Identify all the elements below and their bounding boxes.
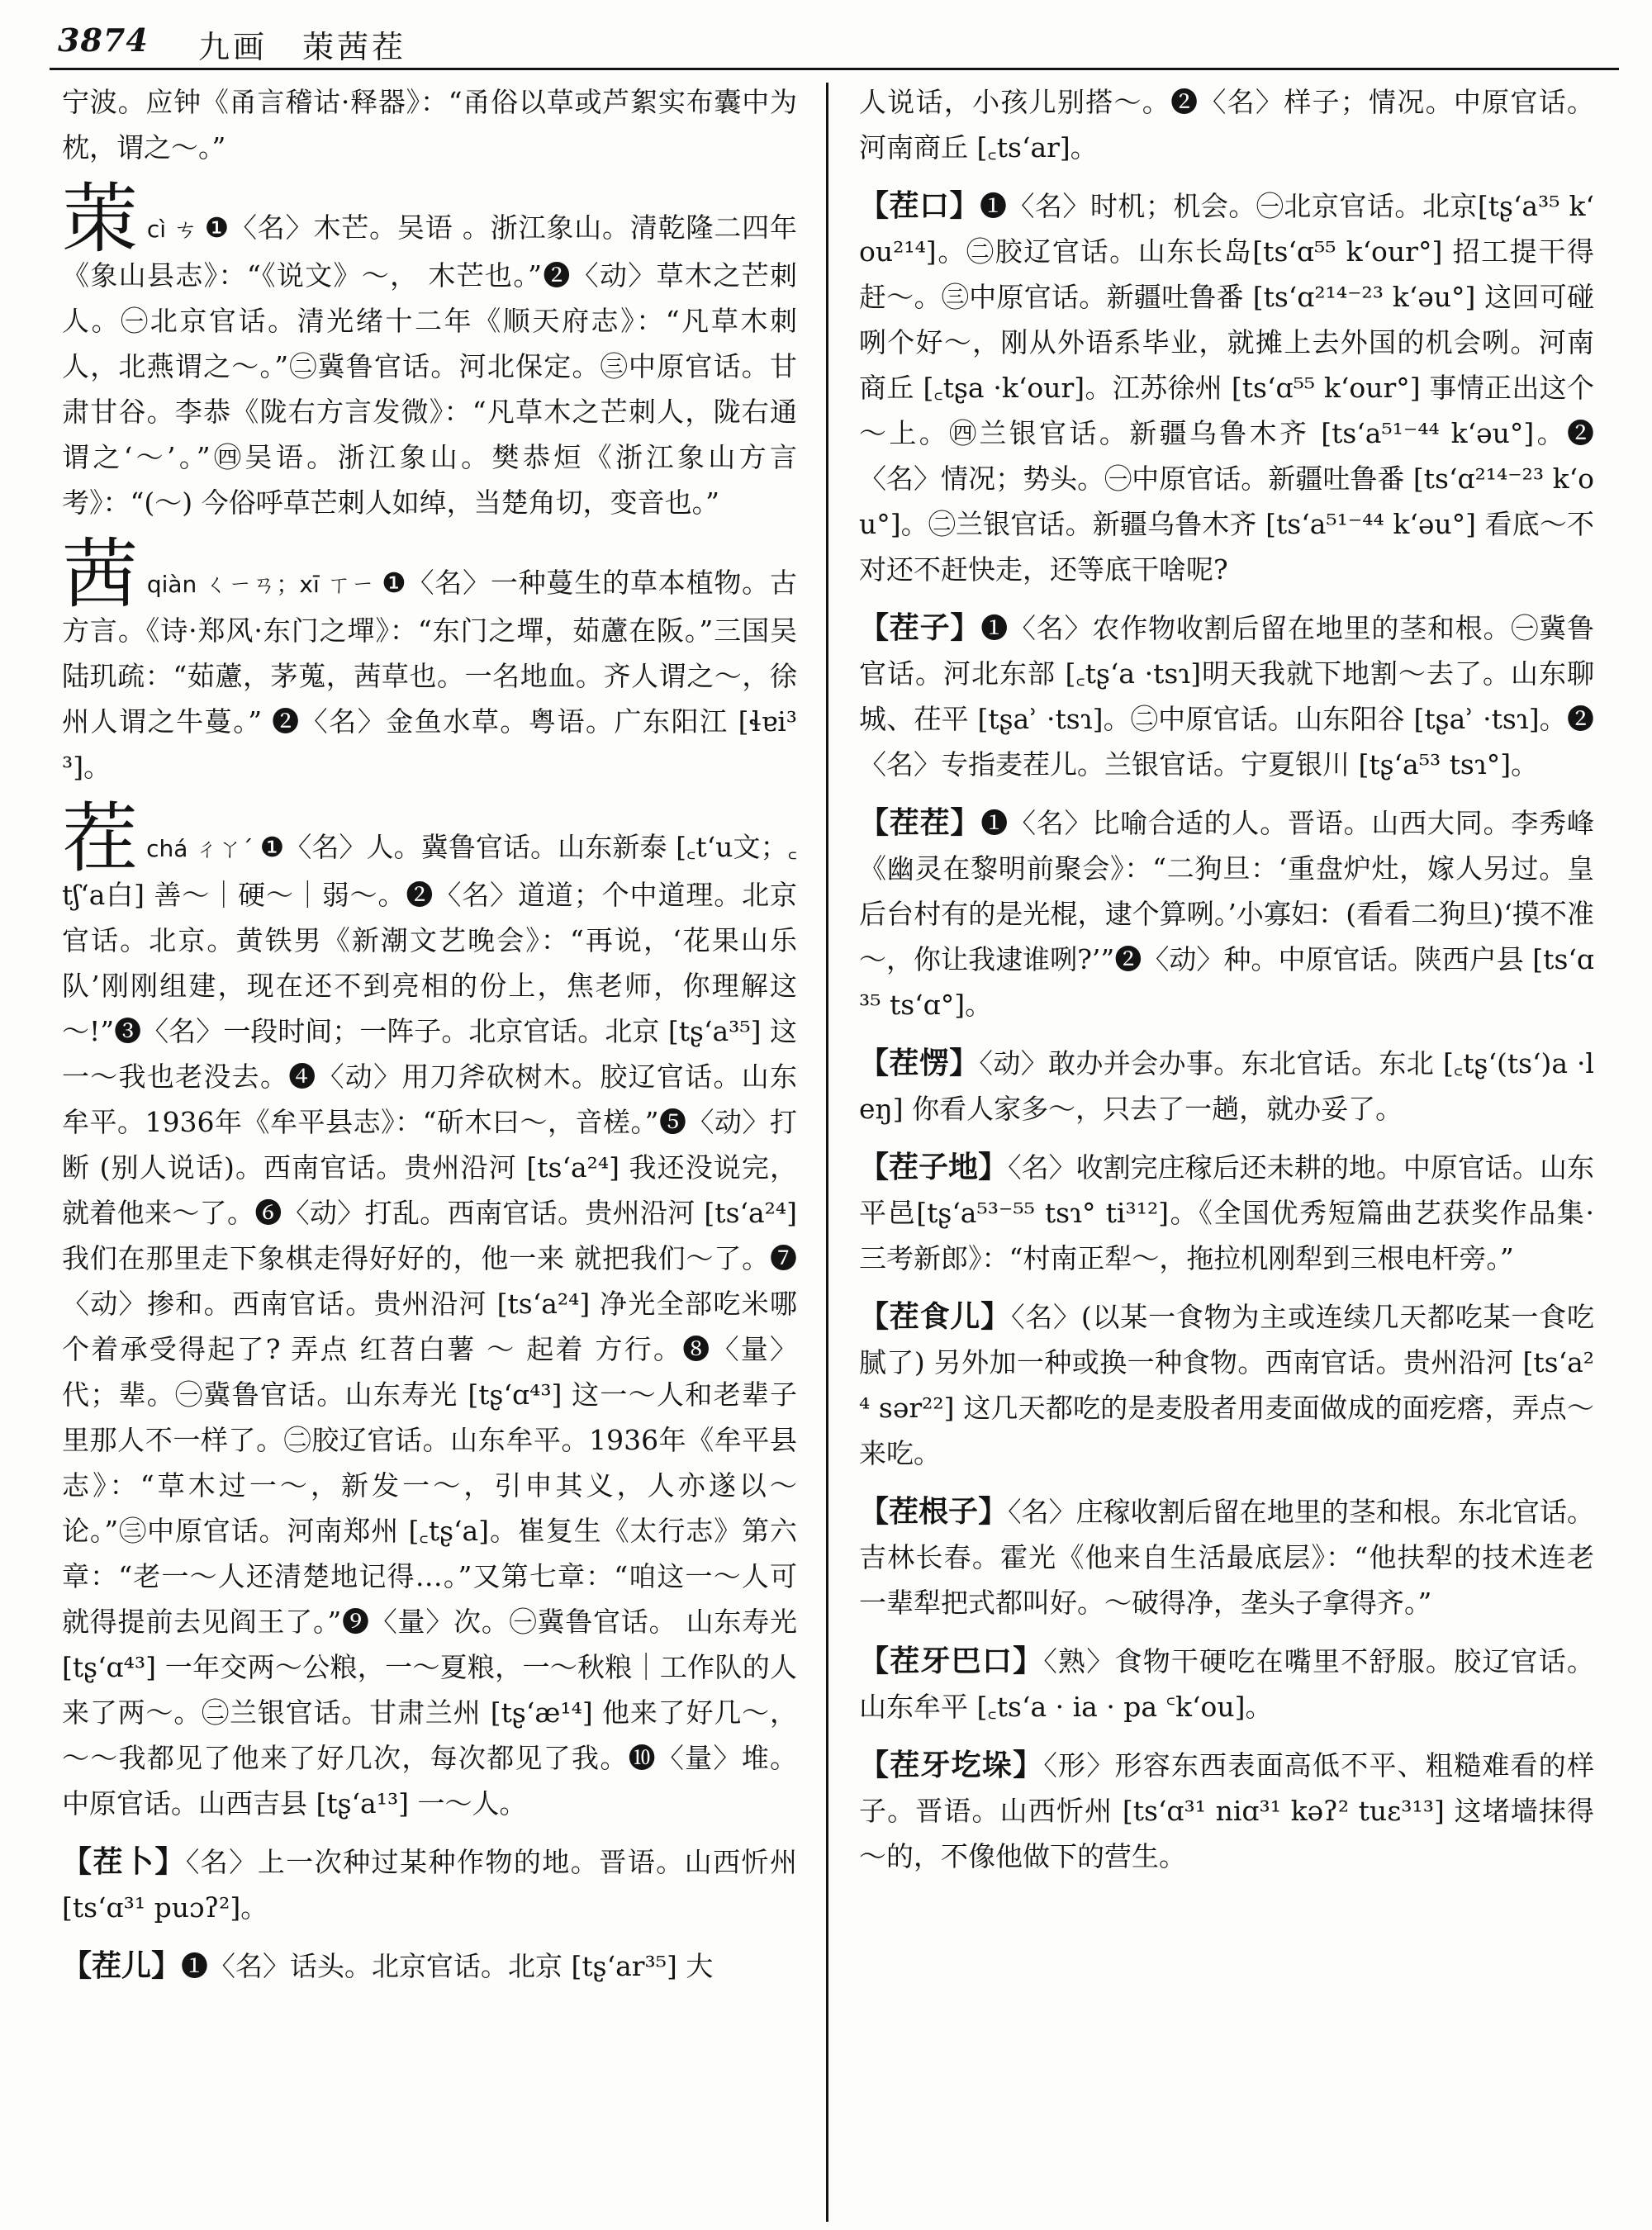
- page-number: 3874: [58, 21, 149, 59]
- pinyin: qiàn ㄑㄧㄢ；xī ㄒㄧ: [146, 571, 376, 598]
- sub-entry-head: 【茬儿】: [62, 1948, 182, 1983]
- page-header: [50, 15, 1619, 66]
- sub-entry: [859, 1489, 1594, 1625]
- sub-entry: [859, 1639, 1594, 1729]
- sub-entry-text: 〈名〉(以某一食物为主或连续几天都吃某一食吃腻了) 另外加一种或换一种食物。西南官话。贵州沿河 [tsʻa²⁴ sər²²] 这几天都吃的是麦股者用麦面做成的面疙瘩，弄点～来吃。: [859, 1301, 1594, 1469]
- sub-entry: [859, 183, 1594, 592]
- sub-entry-text: 〈名〉收割完庄稼后还未耕的地。中原官话。山东平邑[tʂʻa⁵³⁻⁵⁵ tsɿ° ti³¹²]。《全国优秀短篇曲艺获奖作品集·三考新郎》：“村南正犁～，拖拉机刚犁到三根电杆旁。”: [859, 1151, 1594, 1274]
- sub-entry-head: 【茬茬】: [859, 805, 981, 840]
- entry-text: ❶〈名〉一种蔓生的草本植物。古方言。《诗·郑风·东门之墠》：“东门之墠，茹藘在阪。”三国吴陆玑疏：“茹藘，茅蒐，茜草也。一名地血。齐人谓之～，徐州人谓之牛蔓。” ❷〈名〉金鱼水草。粤语。广东阳江 [ɬɐi³³]。: [62, 567, 797, 783]
- column-divider: [826, 83, 828, 2222]
- running-title: 九画 茦茜茬: [198, 29, 407, 65]
- sub-entry-head: 【茬根子】: [859, 1494, 1009, 1529]
- sub-entry: [859, 800, 1594, 1027]
- right-column: [859, 79, 1594, 2218]
- sub-entry: [859, 1041, 1594, 1132]
- headword-char: 茬: [62, 795, 139, 883]
- sub-entry: [62, 1839, 797, 1930]
- sub-entry-head: 【茬子地】: [859, 1150, 1009, 1184]
- sub-entry-text: 〈名〉庄稼收割后留在地里的茎和根。东北官话。吉林长春。霍光《他来自生活最底层》：“他扶犁的技术连老一辈犁把式都叫好。～破得净，垄头子拿得齐。”: [859, 1496, 1594, 1619]
- sub-entry-head: 【茬子】: [859, 610, 981, 645]
- continued-paragraph: 宁波。应钟《甬言稽诂·释器》：“甬俗以草或芦絮实布囊中为枕，谓之～。”: [62, 86, 797, 164]
- sub-entry-text: 〈形〉形容东西表面高低不平、粗糙难看的样子。晋语。山西忻州 [tsʻɑ³¹ niɑ³¹ kəʔ² tuɛ³¹³] 这堵墙抹得～的，不像他做下的营生。: [859, 1749, 1594, 1872]
- sub-entry: [859, 605, 1594, 787]
- headword-char: 茜: [62, 530, 139, 619]
- sub-entry-head: 【茬牙圪垛】: [859, 1748, 1044, 1782]
- sub-entry-head: 【茬卜】: [62, 1844, 186, 1879]
- sub-entry-text: 〈动〉敢办并会办事。东北官话。东北 [꜀tʂʻ(tsʻ)a ·leŋ] 你看人家多～，只去了一趟，就办妥了。: [859, 1047, 1594, 1125]
- entry-qian: [62, 530, 797, 790]
- sub-entry-text: ❶〈名〉农作物收割后留在地里的茎和根。㊀冀鲁官话。河北东部 [꜀tʂʻa ·tsɿ]明天我就下地割～去了。山东聊城、茌平 [tʂaʾ ·tsɿ]。㊁中原官话。山东阳谷 [tʂaʾ ·tsɿ]。❷〈名〉专指麦茬儿。兰银官话。宁夏银川 [tʂʻa⁵³ tsɿ°]。: [859, 612, 1594, 780]
- sub-entry: [859, 1743, 1594, 1879]
- sub-entry-text: ❶〈名〉比喻合适的人。晋语。山西大同。李秀峰《幽灵在黎明前聚会》：“二狗旦：‘重盘炉灶，嫁人另过。皇后台村有的是光棍，逮个算咧。’小寡妇：(看看二狗旦)‘摸不准～，你让我逮谁咧?’”❷〈动〉种。中原官话。陕西户县 [tsʻɑ³⁵ tsʻɑ°]。: [859, 807, 1594, 1021]
- sub-entry-head: 【茬食儿】: [859, 1299, 1011, 1334]
- headword-char: 茦: [62, 175, 139, 263]
- sub-entry: [62, 1943, 797, 1989]
- left-column: [62, 79, 797, 2218]
- sub-entry-text: 〈名〉上一次种过某种作物的地。晋语。山西忻州 [tsʻɑ³¹ puɔʔ²]。: [62, 1846, 797, 1924]
- sub-entry-head: 【茬牙巴口】: [859, 1644, 1044, 1678]
- sub-entry: [859, 1294, 1594, 1476]
- pinyin: chá ㄔㄚˊ: [146, 835, 254, 862]
- sub-entry: [859, 1145, 1594, 1281]
- continued-paragraph: 人说话，小孩儿别搭～。❷〈名〉样子；情况。中原官话。河南商丘 [꜀tsʻar]。: [859, 86, 1594, 164]
- sub-entry-text: 〈熟〉食物干硬吃在嘴里不舒服。胶辽官话。山东牟平 [꜀tsʻa · ia · pa ꜂kʻou]。: [859, 1645, 1594, 1723]
- header-rule: [50, 68, 1619, 70]
- entry-text: ❶〈名〉人。冀鲁官话。山东新泰 [꜀tʻu文；꜀tʃʻa白] 善～｜硬～｜弱～。❷〈名〉道道；个中道理。北京官话。北京。黄铁男《新潮文艺晚会》：“再说，‘花果山乐队’刚刚组建，现在还不到亮相的份上，焦老师，你理解这～!”❸〈名〉一段时间；一阵子。北京官话。北京 [tʂʻa³⁵] 这一～我也老没去。❹〈动〉用刀斧砍树木。胶辽官话。山东牟平。1936年《牟平县志》：“斫木曰～，音槎。”❺〈动〉打断 (别人说话)。西南官话。贵州沿河 [tsʻa²⁴] 我还没说完，就着他来～了。❻〈动〉打乱。西南官话。贵州沿河 [tsʻa²⁴] 我们在那里走下象棋走得好好的，他一来 就把我们～了。❼〈动〉掺和。西南官话。贵州沿河 [tsʻa²⁴] 净光全部吃米哪个着承受得起了? 弄点 红苕白薯 ～ 起着 方行。❽〈量〉代；辈。㊀冀鲁官话。山东寿光 [tʂʻɑ⁴³] 这一～人和老辈子里那人不一样了。㊁胶辽官话。山东牟平。1936年《牟平县志》：“草木过一～，新发一～，引申其义，人亦遂以～论。”㊂中原官话。河南郑州 [꜀tʂʻa]。崔复生《太行志》第六章：“老一～人还清楚地记得…。”又第七章：“咱这一～人可就得提前去见阎王了。”❾〈量〉次。㊀冀鲁官话。 山东寿光 [tʂʻɑ⁴³] 一年交两～公粮，一～夏粮，一～秋粮｜工作队的人来了两～。㊁兰银官话。甘肃兰州 [tʂʻæ¹⁴] 他来了好几～，～～我都见了他来了好几次，每次都见了我。❿〈量〉堆。中原官话。山西吉县 [tʂʻa¹³] 一～人。: [62, 831, 797, 1820]
- entry-cha: [62, 795, 797, 1826]
- pinyin: cì ㄘ: [146, 216, 198, 243]
- sub-entry-head: 【茬愣】: [859, 1046, 980, 1080]
- sub-entry-head: 【茬口】: [859, 188, 980, 223]
- sub-entry-text: ❶〈名〉话头。北京官话。北京 [tʂʻar³⁵] 大: [181, 1950, 714, 1982]
- entry-cui: [62, 175, 797, 525]
- sub-entry-text: ❶〈名〉时机；机会。㊀北京官话。北京[tʂʻa³⁵ kʻou²¹⁴]。㊁胶辽官话。山东长岛[tsʻɑ⁵⁵ kʻour°] 招工提干得赶～。㊂中原官话。新疆吐鲁番 [tsʻɑ²¹⁴⁻²³ kʻəu°] 这回可碰咧个好～，刚从外语系毕业，就摊上去外国的机会咧。河南商丘 [꜀tʂa ·kʻour]。江苏徐州 [tsʻɑ⁵⁵ kʻour°] 事情正出这个～上。㊃兰银官话。新疆乌鲁木齐 [tsʻa⁵¹⁻⁴⁴ kʻəu°]。❷〈名〉情况；势头。㊀中原官话。新疆吐鲁番 [tsʻɑ²¹⁴⁻²³ kʻou°]。㊁兰银官话。新疆乌鲁木齐 [tsʻa⁵¹⁻⁴⁴ kʻəu°] 看底～不对还不赶快走，还等底干啥呢?: [859, 190, 1594, 586]
- entry-text: ❶〈名〉木芒。吴语 。浙江象山。清乾隆二四年《象山县志》：“《说文》～， 木芒也。”❷〈动〉草木之芒刺人。㊀北京官话。清光绪十二年《顺天府志》：“凡草木刺人，北燕谓之～。”㊁冀鲁官话。河北保定。㊂中原官话。甘肃甘谷。李恭《陇右方言发微》：“凡草木之芒刺人，陇右通谓之‘～’。”㊃吴语。浙江象山。樊恭烜《浙江象山方言考》：“(～) 今俗呼草芒刺人如绰，当楚角切，变音也。”: [62, 211, 797, 519]
